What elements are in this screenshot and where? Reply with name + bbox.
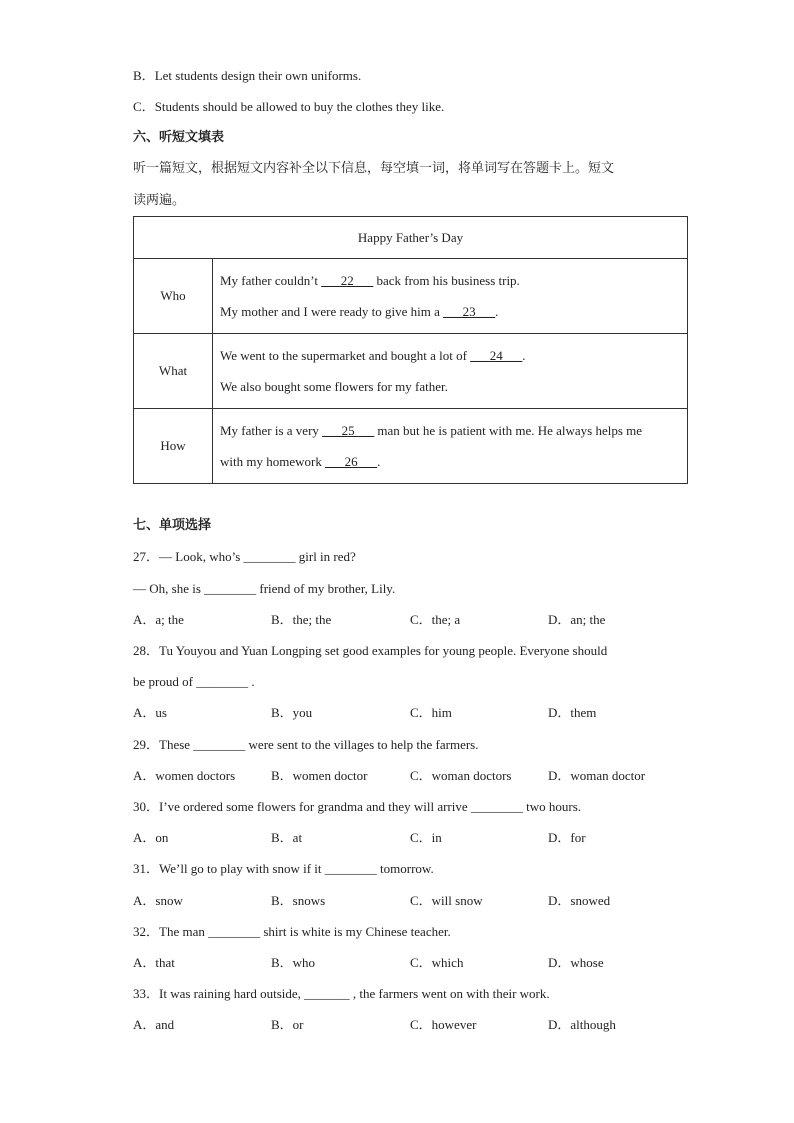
q31-option-c: C．will snow [410, 893, 483, 908]
option-c-prev: C．Students should be allowed to buy the clothes they like. [133, 99, 445, 114]
q32-option-b: B．who [271, 955, 316, 970]
section6-instruction-1: 听一篇短文，根据短文内容补全以下信息，每空填一词，将单词写在答题卡上。短文 [133, 161, 615, 176]
question-33-line-1: 33．It was raining hard outside, _______ , the farmers went on with their work. [133, 986, 550, 1001]
fathers-day-table [133, 216, 688, 484]
q33-option-a: A．and [133, 1017, 175, 1032]
q29-option-a: A．women doctors [133, 768, 236, 783]
q32-option-d: D．whose [548, 955, 604, 970]
q33-option-c: C．however [410, 1017, 477, 1032]
content-line: My father is a very ___25___ man but he is patient with me. He always helps me [220, 423, 643, 438]
question-29-line-1: 29．These ________ were sent to the villages to help the farmers. [133, 737, 479, 752]
q33-option-d: D．although [548, 1017, 616, 1032]
question-32-line-1: 32．The man ________ shirt is white is my Chinese teacher. [133, 924, 451, 939]
q30-option-b: B．at [271, 830, 303, 845]
option-b-prev: B．Let students design their own uniforms. [133, 68, 362, 83]
section7-heading: 七、单项选择 [133, 518, 212, 533]
question-27-line-1: 27．— Look, who’s ________ girl in red? [133, 549, 356, 564]
table-row-how [134, 409, 688, 484]
blank-23: ___23___ [443, 304, 496, 319]
q27-option-d: D．an; the [548, 612, 606, 627]
question-30-line-1: 30．I’ve ordered some flowers for grandma and they will arrive ________ two hours. [133, 799, 582, 814]
q31-option-b: B．snows [271, 893, 326, 908]
question-27-line-2: — Oh, she is ________ friend of my brother, Lily. [133, 581, 396, 596]
question-28-line-1: 28．Tu Youyou and Yuan Longping set good examples for young people. Everyone should [133, 643, 608, 658]
section6-heading: 六、听短文填表 [133, 130, 225, 145]
q28-option-c: C．him [410, 705, 452, 720]
content-line: We also bought some flowers for my father. [220, 379, 448, 394]
content-line: We went to the supermarket and bought a lot of ___24___. [220, 348, 526, 363]
q33-option-b: B．or [271, 1017, 304, 1032]
q30-option-d: D．for [548, 830, 586, 845]
question-31-line-1: 31．We’ll go to play with snow if it ________ tomorrow. [133, 861, 434, 876]
q27-option-a: A．a; the [133, 612, 184, 627]
q28-option-d: D．them [548, 705, 597, 720]
table-row-what [134, 334, 688, 409]
q31-option-a: A．snow [133, 893, 183, 908]
row-label: How [134, 409, 213, 484]
row-content [213, 334, 688, 409]
table-row-who [134, 259, 688, 334]
row-content [213, 259, 688, 334]
blank-25: ___25___ [322, 423, 375, 438]
q32-option-c: C．which [410, 955, 464, 970]
row-label: Who [134, 259, 213, 334]
row-label: What [134, 334, 213, 409]
q29-option-c: C．woman doctors [410, 768, 512, 783]
q29-option-b: B．women doctor [271, 768, 368, 783]
q27-option-c: C．the; a [410, 612, 461, 627]
q27-option-b: B．the; the [271, 612, 332, 627]
content-line: with my homework ___26___. [220, 454, 381, 469]
q30-option-c: C．in [410, 830, 442, 845]
blank-26: ___26___ [325, 454, 378, 469]
q29-option-d: D．woman doctor [548, 768, 646, 783]
content-line: My father couldn’t ___22___ back from his business trip. [220, 273, 520, 288]
row-content [213, 409, 688, 484]
q28-option-b: B．you [271, 705, 313, 720]
blank-24: ___24___ [470, 348, 523, 363]
question-28-line-2: be proud of ________ . [133, 674, 255, 689]
q28-option-a: A．us [133, 705, 167, 720]
blank-22: ___22___ [321, 273, 374, 288]
content-line: My mother and I were ready to give him a ___23___. [220, 304, 499, 319]
table-title: Happy Father’s Day [134, 217, 688, 259]
section6-instruction-2: 读两遍。 [133, 193, 186, 208]
q30-option-a: A．on [133, 830, 169, 845]
q31-option-d: D．snowed [548, 893, 611, 908]
q32-option-a: A．that [133, 955, 175, 970]
